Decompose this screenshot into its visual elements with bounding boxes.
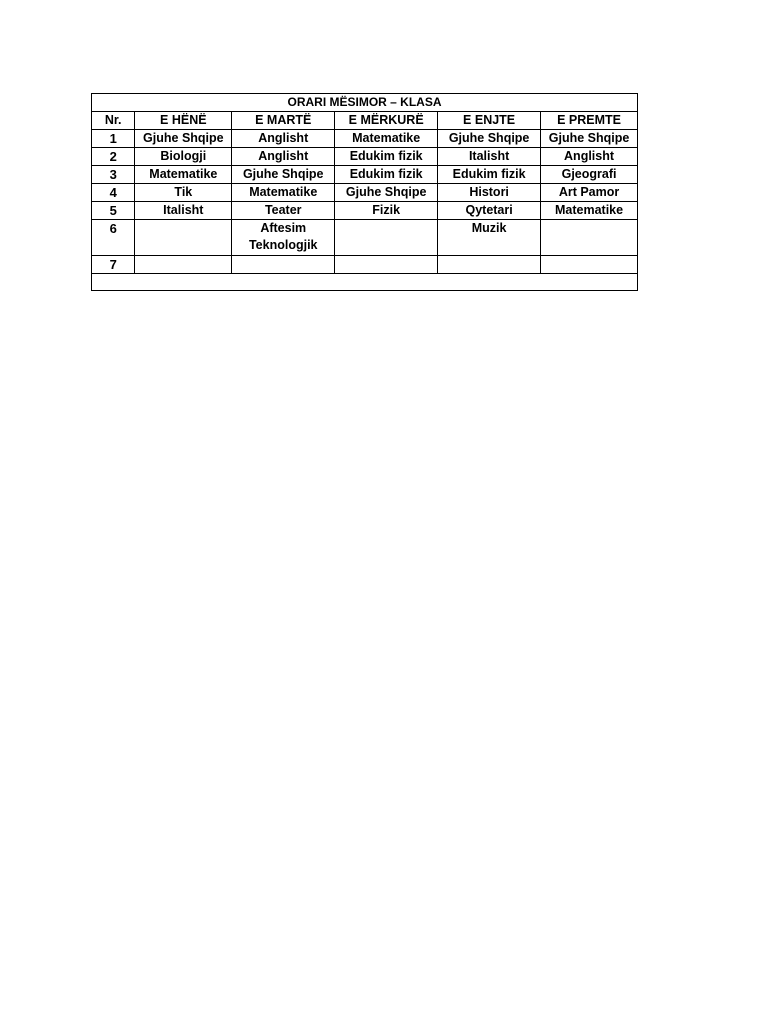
table-cell: Edukim fizik [438,166,541,184]
table-row [92,202,638,220]
table-cell [335,256,438,274]
row-number: 6 [92,220,135,256]
table-cell [135,256,232,274]
row-number: 3 [92,166,135,184]
row-number: 1 [92,130,135,148]
table-cell: Anglisht [541,148,638,166]
row-number: 2 [92,148,135,166]
table-cell: Matematike [232,184,335,202]
table-cell: Gjuhe Shqipe [232,166,335,184]
table-cell: Matematike [335,130,438,148]
table-cell: Biologji [135,148,232,166]
table-cell: Teater [232,202,335,220]
table-cell: Muzik [438,220,541,256]
row-number: 5 [92,202,135,220]
header-friday: E PREMTE [541,112,638,130]
table-cell: Art Pamor [541,184,638,202]
table-cell: Histori [438,184,541,202]
header-monday: E HËNË [135,112,232,130]
row-number: 7 [92,256,135,274]
header-tuesday: E MARTË [232,112,335,130]
table-cell: Gjuhe Shqipe [438,130,541,148]
table-cell: Italisht [438,148,541,166]
table-row [92,130,638,148]
header-thursday: E ENJTE [438,112,541,130]
table-cell [335,220,438,256]
table-cell: Edukim fizik [335,166,438,184]
row-number: 4 [92,184,135,202]
footer-cell [92,274,638,291]
table-cell: Gjuhe Shqipe [541,130,638,148]
table-cell: Italisht [135,202,232,220]
table-footer-row [92,274,638,291]
table-cell: Qytetari [438,202,541,220]
table-cell [541,220,638,256]
table-cell: Gjuhe Shqipe [335,184,438,202]
table-cell: Edukim fizik [335,148,438,166]
table-row [92,256,638,274]
timetable [91,93,638,291]
table-title: ORARI MËSIMOR – KLASA [92,94,638,112]
header-row [92,112,638,130]
table-cell: Matematike [135,166,232,184]
table-cell: Tik [135,184,232,202]
table-cell [438,256,541,274]
table-row [92,148,638,166]
table-cell: Anglisht [232,130,335,148]
table-row [92,220,638,256]
header-wednesday: E MËRKURË [335,112,438,130]
table-row [92,166,638,184]
table-cell: Aftesim Teknologjik [232,220,335,256]
table-cell: Gjeografi [541,166,638,184]
table-cell [135,220,232,256]
table-cell [232,256,335,274]
table-cell: Anglisht [232,148,335,166]
table-cell: Matematike [541,202,638,220]
table-row [92,184,638,202]
table-cell: Fizik [335,202,438,220]
table-cell [541,256,638,274]
table-cell: Gjuhe Shqipe [135,130,232,148]
header-nr: Nr. [92,112,135,130]
